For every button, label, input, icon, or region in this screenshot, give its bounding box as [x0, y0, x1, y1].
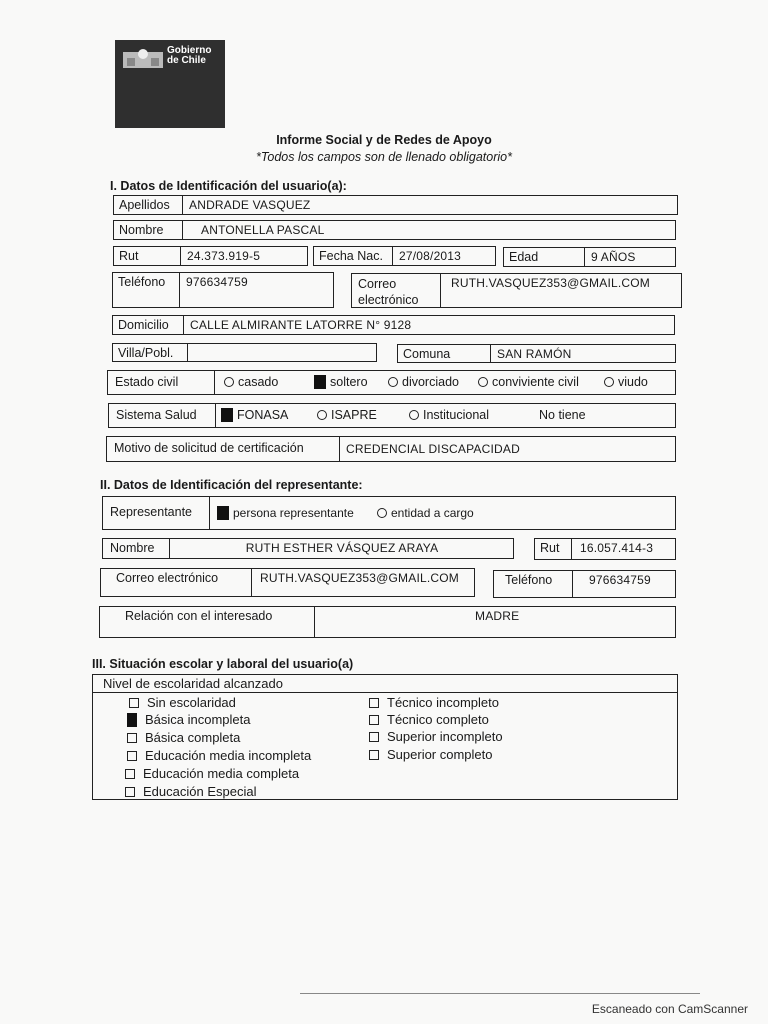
gobierno-de-chile-logo	[115, 40, 225, 128]
apellidos-row	[113, 195, 678, 215]
rep-rut-label: Rut	[540, 541, 560, 555]
sistema-salud-row	[108, 403, 676, 428]
escolaridad-tecnico-incompleto[interactable]: Técnico incompleto	[369, 695, 499, 710]
radio-icon	[224, 377, 234, 387]
rep-correo-value[interactable]: RUTH.VASQUEZ353@GMAIL.COM	[260, 571, 459, 585]
checkbox-icon	[125, 787, 135, 797]
rep-nombre-value[interactable]: RUTH ESTHER VÁSQUEZ ARAYA	[245, 541, 439, 555]
relacion-label: Relación con el interesado	[125, 609, 273, 623]
apellidos-value[interactable]: ANDRADE VASQUEZ	[189, 198, 311, 212]
motivo-row	[106, 436, 676, 462]
form-title: Informe Social y de Redes de Apoyo	[276, 133, 492, 147]
radio-icon	[388, 377, 398, 387]
checkbox-icon	[127, 751, 137, 761]
estado-civil-label: Estado civil	[115, 375, 179, 389]
estado-option-viudo[interactable]: viudo	[604, 375, 648, 389]
rep-nombre-label: Nombre	[110, 541, 155, 555]
comuna-label: Comuna	[403, 347, 451, 361]
edad-row	[503, 247, 676, 267]
escolaridad-superior-incompleto[interactable]: Superior incompleto	[369, 729, 503, 744]
form-subtitle: *Todos los campos son de llenado obligatorio*	[256, 150, 512, 164]
camscanner-watermark: Escaneado con CamScanner	[591, 1002, 748, 1016]
selected-radio-icon	[314, 375, 326, 389]
nombre-value[interactable]: ANTONELLA PASCAL	[201, 223, 325, 237]
escolaridad-basica-completa[interactable]: Básica completa	[127, 730, 240, 745]
escolaridad-box	[92, 674, 678, 800]
fecha-nac-value[interactable]: 27/08/2013	[399, 249, 462, 263]
correo-value[interactable]: RUTH.VASQUEZ353@GMAIL.COM	[451, 276, 650, 290]
rut-row	[113, 246, 308, 266]
representante-label: Representante	[110, 505, 193, 519]
comuna-value[interactable]: SAN RAMÓN	[497, 347, 572, 361]
rut-value[interactable]: 24.373.919-5	[187, 249, 261, 263]
escolaridad-superior-completo[interactable]: Superior completo	[369, 747, 493, 762]
radio-icon	[604, 377, 614, 387]
comuna-row	[397, 344, 676, 363]
fecha-nac-row	[313, 246, 496, 266]
rep-option-persona[interactable]: persona representante	[217, 506, 354, 520]
motivo-label: Motivo de solicitud de certificación	[114, 441, 304, 455]
estado-option-soltero[interactable]: soltero	[314, 375, 368, 389]
rep-correo-row	[100, 568, 475, 597]
checkbox-icon	[369, 750, 379, 760]
rep-telefono-label: Teléfono	[505, 573, 553, 587]
domicilio-value[interactable]: CALLE ALMIRANTE LATORRE N° 9128	[190, 318, 412, 332]
correo-row	[351, 273, 682, 308]
rep-rut-row	[534, 538, 676, 560]
nivel-escolaridad-label: Nivel de escolaridad alcanzado	[103, 676, 283, 691]
rut-label: Rut	[119, 249, 139, 263]
checkbox-icon	[125, 769, 135, 779]
escolaridad-tecnico-completo[interactable]: Técnico completo	[369, 712, 489, 727]
edad-value[interactable]: 9 AÑOS	[591, 250, 636, 264]
telefono-row	[112, 272, 334, 308]
villa-row	[112, 343, 377, 362]
section3-heading: III. Situación escolar y laboral del usuario(a)	[92, 657, 354, 671]
rep-nombre-row	[102, 538, 514, 559]
salud-option-isapre[interactable]: ISAPRE	[317, 408, 377, 422]
salud-option-fonasa[interactable]: FONASA	[221, 408, 288, 422]
selected-radio-icon	[217, 506, 229, 520]
escolaridad-media-completa[interactable]: Educación media completa	[125, 766, 299, 781]
checked-checkbox-icon	[127, 713, 137, 727]
rep-telefono-row	[493, 570, 676, 598]
relacion-row	[99, 606, 676, 638]
checkbox-icon	[369, 732, 379, 742]
radio-icon	[317, 410, 327, 420]
rep-telefono-value[interactable]: 976634759	[589, 573, 651, 587]
villa-value[interactable]	[189, 344, 199, 361]
salud-option-institucional[interactable]: Institucional	[409, 408, 489, 422]
coat-of-arms-icon	[121, 46, 165, 72]
logo-line1: Gobierno	[167, 45, 212, 56]
checkbox-icon	[129, 698, 139, 708]
escolaridad-basica-incompleta[interactable]: Básica incompleta	[127, 712, 251, 727]
nombre-row	[113, 220, 676, 240]
apellidos-label: Apellidos	[119, 198, 170, 212]
villa-label: Villa/Pobl.	[118, 346, 174, 360]
checkbox-icon	[369, 715, 379, 725]
edad-label: Edad	[509, 250, 539, 264]
telefono-label: Teléfono	[118, 275, 166, 289]
estado-civil-row	[107, 370, 676, 395]
fecha-nac-label: Fecha Nac.	[319, 249, 383, 263]
radio-icon	[409, 410, 419, 420]
escolaridad-sin[interactable]: Sin escolaridad	[129, 695, 236, 710]
estado-option-divorciado[interactable]: divorciado	[388, 375, 459, 389]
rep-rut-value[interactable]: 16.057.414-3	[580, 541, 654, 555]
radio-icon	[478, 377, 488, 387]
escolaridad-media-incompleta[interactable]: Educación media incompleta	[127, 748, 311, 763]
domicilio-label: Domicilio	[118, 318, 169, 332]
relacion-value[interactable]: MADRE	[475, 609, 520, 623]
section2-heading: II. Datos de Identificación del representante:	[100, 478, 363, 492]
nombre-label: Nombre	[119, 223, 164, 237]
salud-option-no-tiene[interactable]: No tiene	[539, 408, 586, 422]
rep-option-entidad[interactable]: entidad a cargo	[377, 506, 474, 520]
motivo-value[interactable]: CREDENCIAL DISCAPACIDAD	[346, 442, 520, 456]
estado-option-conviviente[interactable]: conviviente civil	[478, 375, 579, 389]
representante-row	[102, 496, 676, 530]
estado-option-casado[interactable]: casado	[224, 375, 278, 389]
rep-correo-label: Correo electrónico	[116, 571, 219, 585]
selected-radio-icon	[221, 408, 233, 422]
sistema-salud-label: Sistema Salud	[116, 408, 197, 422]
escolaridad-especial[interactable]: Educación Especial	[125, 784, 256, 799]
domicilio-row	[112, 315, 675, 335]
section1-heading: I. Datos de Identificación del usuario(a):	[110, 179, 347, 193]
correo-label-line2: electrónico	[358, 293, 419, 307]
correo-label-line1: Correo	[358, 277, 397, 291]
radio-icon	[377, 508, 387, 518]
checkbox-icon	[369, 698, 379, 708]
logo-line2: de Chile	[167, 55, 206, 66]
telefono-value[interactable]: 976634759	[186, 275, 248, 289]
page-bottom-rule	[300, 993, 700, 994]
checkbox-icon	[127, 733, 137, 743]
